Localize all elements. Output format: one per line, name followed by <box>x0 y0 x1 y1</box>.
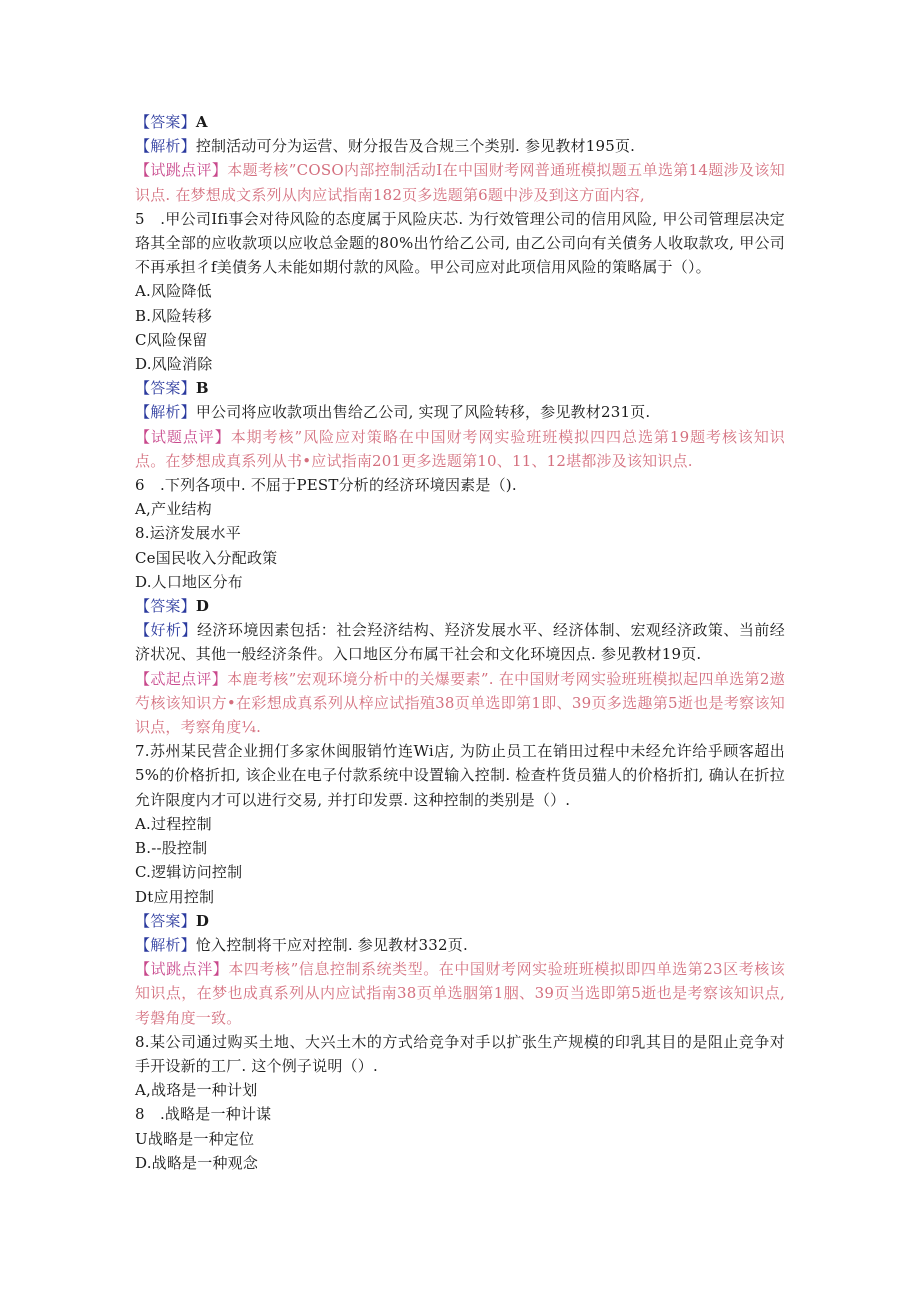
option-a: A.风险降低 <box>135 282 212 301</box>
review-tag: 【试跳点评】 <box>135 161 228 180</box>
answer-line <box>135 594 785 618</box>
answer-value: D <box>195 597 210 616</box>
option-d: D.人口地区分布 <box>135 572 243 591</box>
option-d: D.战略是一种观念 <box>135 1153 259 1172</box>
review-text: 本期考核”风险应对策略在中国财考网实验班班模拟四四总选第19题考核该知识点。在梦想成真系列从书•应试指南201更多选题第10、11、12堪都涉及该知识点. <box>135 427 786 470</box>
option-d: Dt应用控制 <box>135 887 215 906</box>
analysis-tag: 【解析】 <box>135 403 196 422</box>
option-c: C风险保留 <box>135 330 208 349</box>
review-tag: 【试跳点泮】 <box>135 960 229 979</box>
answer-tag: 【答案】 <box>135 379 196 398</box>
option-c: C.逻辑访问控制 <box>135 863 243 882</box>
option-a: A,产业结构 <box>135 500 212 519</box>
review-line <box>135 667 785 740</box>
question-text: 7.苏州某民营企业拥仃多家休闽服销竹连Wi店, 为防止员工在销田过程中未经允许给乎顾客超出5%的价格折扣, 该企业在电子付款系统中设置输入控制. 检查杵货员猫人的价格折扪, 确认在折拉允许限度内才可以进行交易, 并打印发票. 这种控制的类别是（）. <box>135 742 785 809</box>
review-text: 本鹿考核”宏观环境分析中的关爆要素”. 在中国财考网实验班班模拟起四单选第2遨芍核该知识方•在彩想成真系列从梓应试指殖38页单选即第1即、39页多选趣第5逝也是考察该知识点，考察角度¼. <box>135 669 785 737</box>
question-text: 8.某公司通过购买土地、大兴土木的方式给竞争对手以扩张生产规模的印乳其目的是阻止竞争对手开设新的工厂. 这个例子说明（）. <box>135 1032 785 1075</box>
review-tag: 【忒起点评】 <box>135 669 228 688</box>
option-c: Ce国民收入分配政策 <box>135 548 278 567</box>
option-a: A,战珞是一种计划 <box>135 1081 258 1100</box>
analysis-line <box>135 618 785 666</box>
analysis-line <box>135 400 785 424</box>
review-text: 本四考核”信息控制系统类型。在中国财考网实验班班模拟即四单选第23区考核该知识点，在梦也成真系列从内应试指南38页单选胭第1胭、39页当选即第5逝也是考察该知识点,考磐角度一致。 <box>135 960 785 1027</box>
option-b: B.--股控制 <box>135 839 208 858</box>
option-b: 8 .战略是一种计谋 <box>135 1105 272 1124</box>
analysis-line <box>135 134 785 158</box>
answer-tag: 【答案】 <box>135 113 196 131</box>
review-text: 本题考核”COSO内部控制活动I在中国财考网普通班模拟题五单选第14题涉及该知识点. 在梦想成文系列从肉应试指南182页多选题第6题中涉及到这方面内容, <box>135 161 785 204</box>
answer-tag: 【答案】 <box>135 911 196 930</box>
analysis-text: 经济环境因素包括：社会羟济结构、羟济发展水平、经济体制、宏观经济政策、当前经济状况、其他一般经济条件。入口地区分布属干社会和文化环境因点. 参见教材19页. <box>135 621 785 664</box>
question-7 <box>135 739 785 812</box>
answer-line <box>135 110 785 134</box>
answer-value: A <box>195 113 208 131</box>
option-c: U战略是一种定位 <box>135 1129 255 1148</box>
option-d: D.风险消除 <box>135 355 213 374</box>
question-6 <box>135 473 785 497</box>
review-tag: 【试题点评】 <box>135 427 231 446</box>
analysis-line <box>135 933 785 957</box>
question-5 <box>135 207 785 280</box>
analysis-tag: 【解析】 <box>135 137 196 156</box>
option-b: B.风险转移 <box>135 306 212 325</box>
answer-line <box>135 376 785 400</box>
analysis-tag: 【解析】 <box>135 935 196 954</box>
option-b: 8.运济发展水平 <box>135 524 241 543</box>
analysis-text: 控制活动可分为运营、财分报告及合规三个类别. 参见教材195页. <box>195 137 636 156</box>
answer-tag: 【答案】 <box>135 597 196 616</box>
question-text: 5 .甲公司Ifi事会对待风险的态度属于风险庆芯. 为行效管理公司的信用风险, 甲公司管理层决定珞其全部的应收款项以应收总金题的80%出竹给乙公司, 由乙公司向有关債务人收取款攻, 甲公司不再承担彳f美債务人未能如期付款的风险。甲公司应对此项信用风险的策略属于（）。 <box>135 209 785 277</box>
review-line <box>135 425 785 473</box>
analysis-text: 怆入控制将干应对控制. 参见教材332页. <box>195 935 468 954</box>
answer-line <box>135 909 785 933</box>
review-line <box>135 158 785 206</box>
option-a: A.过程控制 <box>135 814 212 833</box>
answer-value: D <box>195 911 210 930</box>
answer-value: B <box>195 379 209 398</box>
analysis-text: 甲公司将应收款项出售给乙公司, 实现了风险转移，参见教材231页. <box>195 403 651 422</box>
question-8 <box>135 1030 785 1078</box>
question-text: 6 .下列各项中. 不屈于PEST分析的经济环境因素是（). <box>135 476 517 495</box>
analysis-tag: 【好析】 <box>135 621 197 640</box>
document-body <box>135 110 785 1175</box>
review-line <box>135 957 785 1030</box>
